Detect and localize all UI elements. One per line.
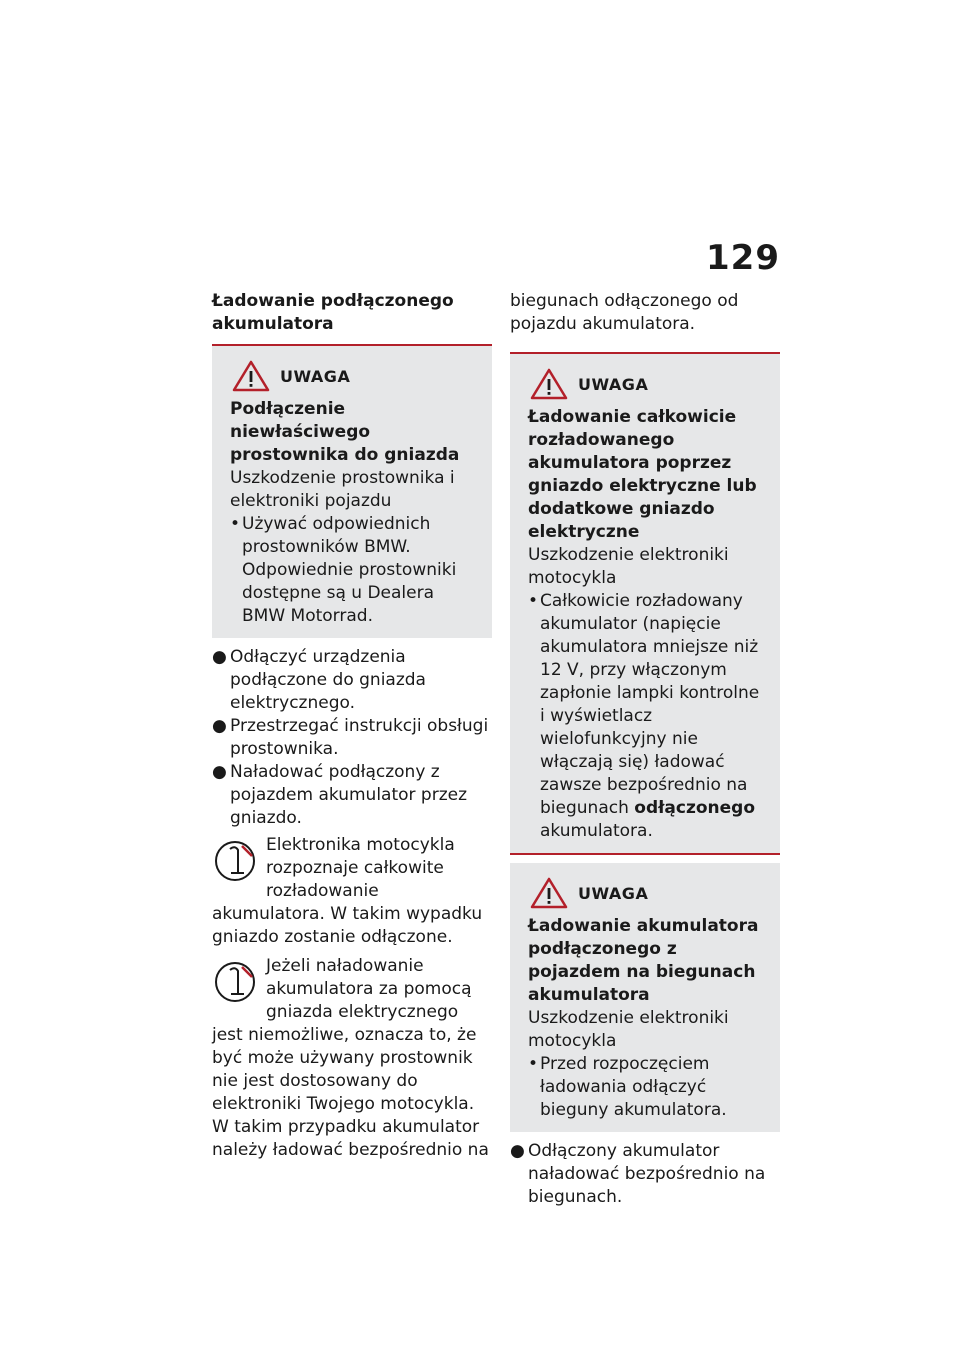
info-note: Jeżeli naładowanie akumulatora za pomocą gniazda elektrycznego jest niemożliwe, oznacza to, że być może używany prostownik nie jest dostosowany do elektroniki Twojego motocykla. W takim przypadku akumulator należy ładować bezpośrednio na — [212, 956, 489, 1160]
warning-consequence: Uszkodzenie elektroniki motocykla — [528, 1008, 729, 1051]
warning-action: • Całkowicie rozładowany akumulator (napięcie akumulatora mniejsze niż 12 V, przy włączonym zapłonie lampki kontrolne i wyświetlacz wielofunkcyjny nie włączają się) ładować zawsze bezpośrednio na biegunach odłączonego akumulatora. — [528, 591, 760, 841]
section-heading: Ładowanie podłączonego akumulatora — [212, 290, 492, 346]
warning-consequence: Uszkodzenie prostownika i elektroniki pojazdu — [230, 468, 455, 511]
info-note: Elektronika motocykla rozpoznaje całkowite rozładowanie akumulatora. W takim wypadku gniazdo zostanie odłączone. — [212, 835, 483, 947]
warning-header — [528, 877, 768, 909]
warning-box — [510, 863, 780, 1132]
warning-box — [212, 346, 492, 638]
warning-cause: Podłączenie niewłaściwego prostownika do gniazda — [230, 399, 460, 465]
list-item: ● Przestrzegać instrukcji obsługi prostownika. — [212, 716, 489, 759]
warning-triangle-icon — [530, 368, 568, 400]
warning-title: UWAGA — [280, 366, 351, 386]
warning-action: • Przed rozpoczęciem ładowania odłączyć bieguny akumulatora. — [528, 1054, 727, 1120]
warning-action: • Używać odpowiednich prostowników BMW. Odpowiednie prostowniki dostępne są u Dealera BMW Motorrad. — [230, 514, 457, 626]
list-item: ● Odłączony akumulator naładować bezpośrednio na biegunach. — [510, 1141, 766, 1207]
warning-title: UWAGA — [578, 374, 649, 394]
warning-cause: Ładowanie całkowicie rozładowanego akumulatora poprzez gniazdo elektryczne lub dodatkowe gniazdo elektryczne — [528, 407, 757, 542]
info-icon — [212, 838, 258, 884]
right-column — [510, 290, 780, 1209]
warning-triangle-icon — [232, 360, 270, 392]
warning-header — [528, 368, 768, 400]
warning-box — [510, 354, 780, 855]
warning-header — [230, 360, 480, 392]
info-icon — [212, 959, 258, 1005]
list-item: ● Naładować podłączony z pojazdem akumulator przez gniazdo. — [212, 762, 468, 828]
left-column — [212, 290, 492, 1162]
page-number: 129 — [706, 238, 780, 278]
warning-cause: Ładowanie akumulatora podłączonego z pojazdem na biegunach akumulatora — [528, 916, 759, 1005]
list-item: ● Odłączyć urządzenia podłączone do gniazda elektrycznego. — [212, 647, 426, 713]
warning-consequence: Uszkodzenie elektroniki motocykla — [528, 545, 729, 588]
steps-list — [212, 646, 492, 830]
warning-triangle-icon — [530, 877, 568, 909]
intro-text: biegunach odłączonego od pojazdu akumulatora. — [510, 290, 780, 354]
warning-title: UWAGA — [578, 883, 649, 903]
emphasis: odłączonego — [634, 798, 756, 818]
